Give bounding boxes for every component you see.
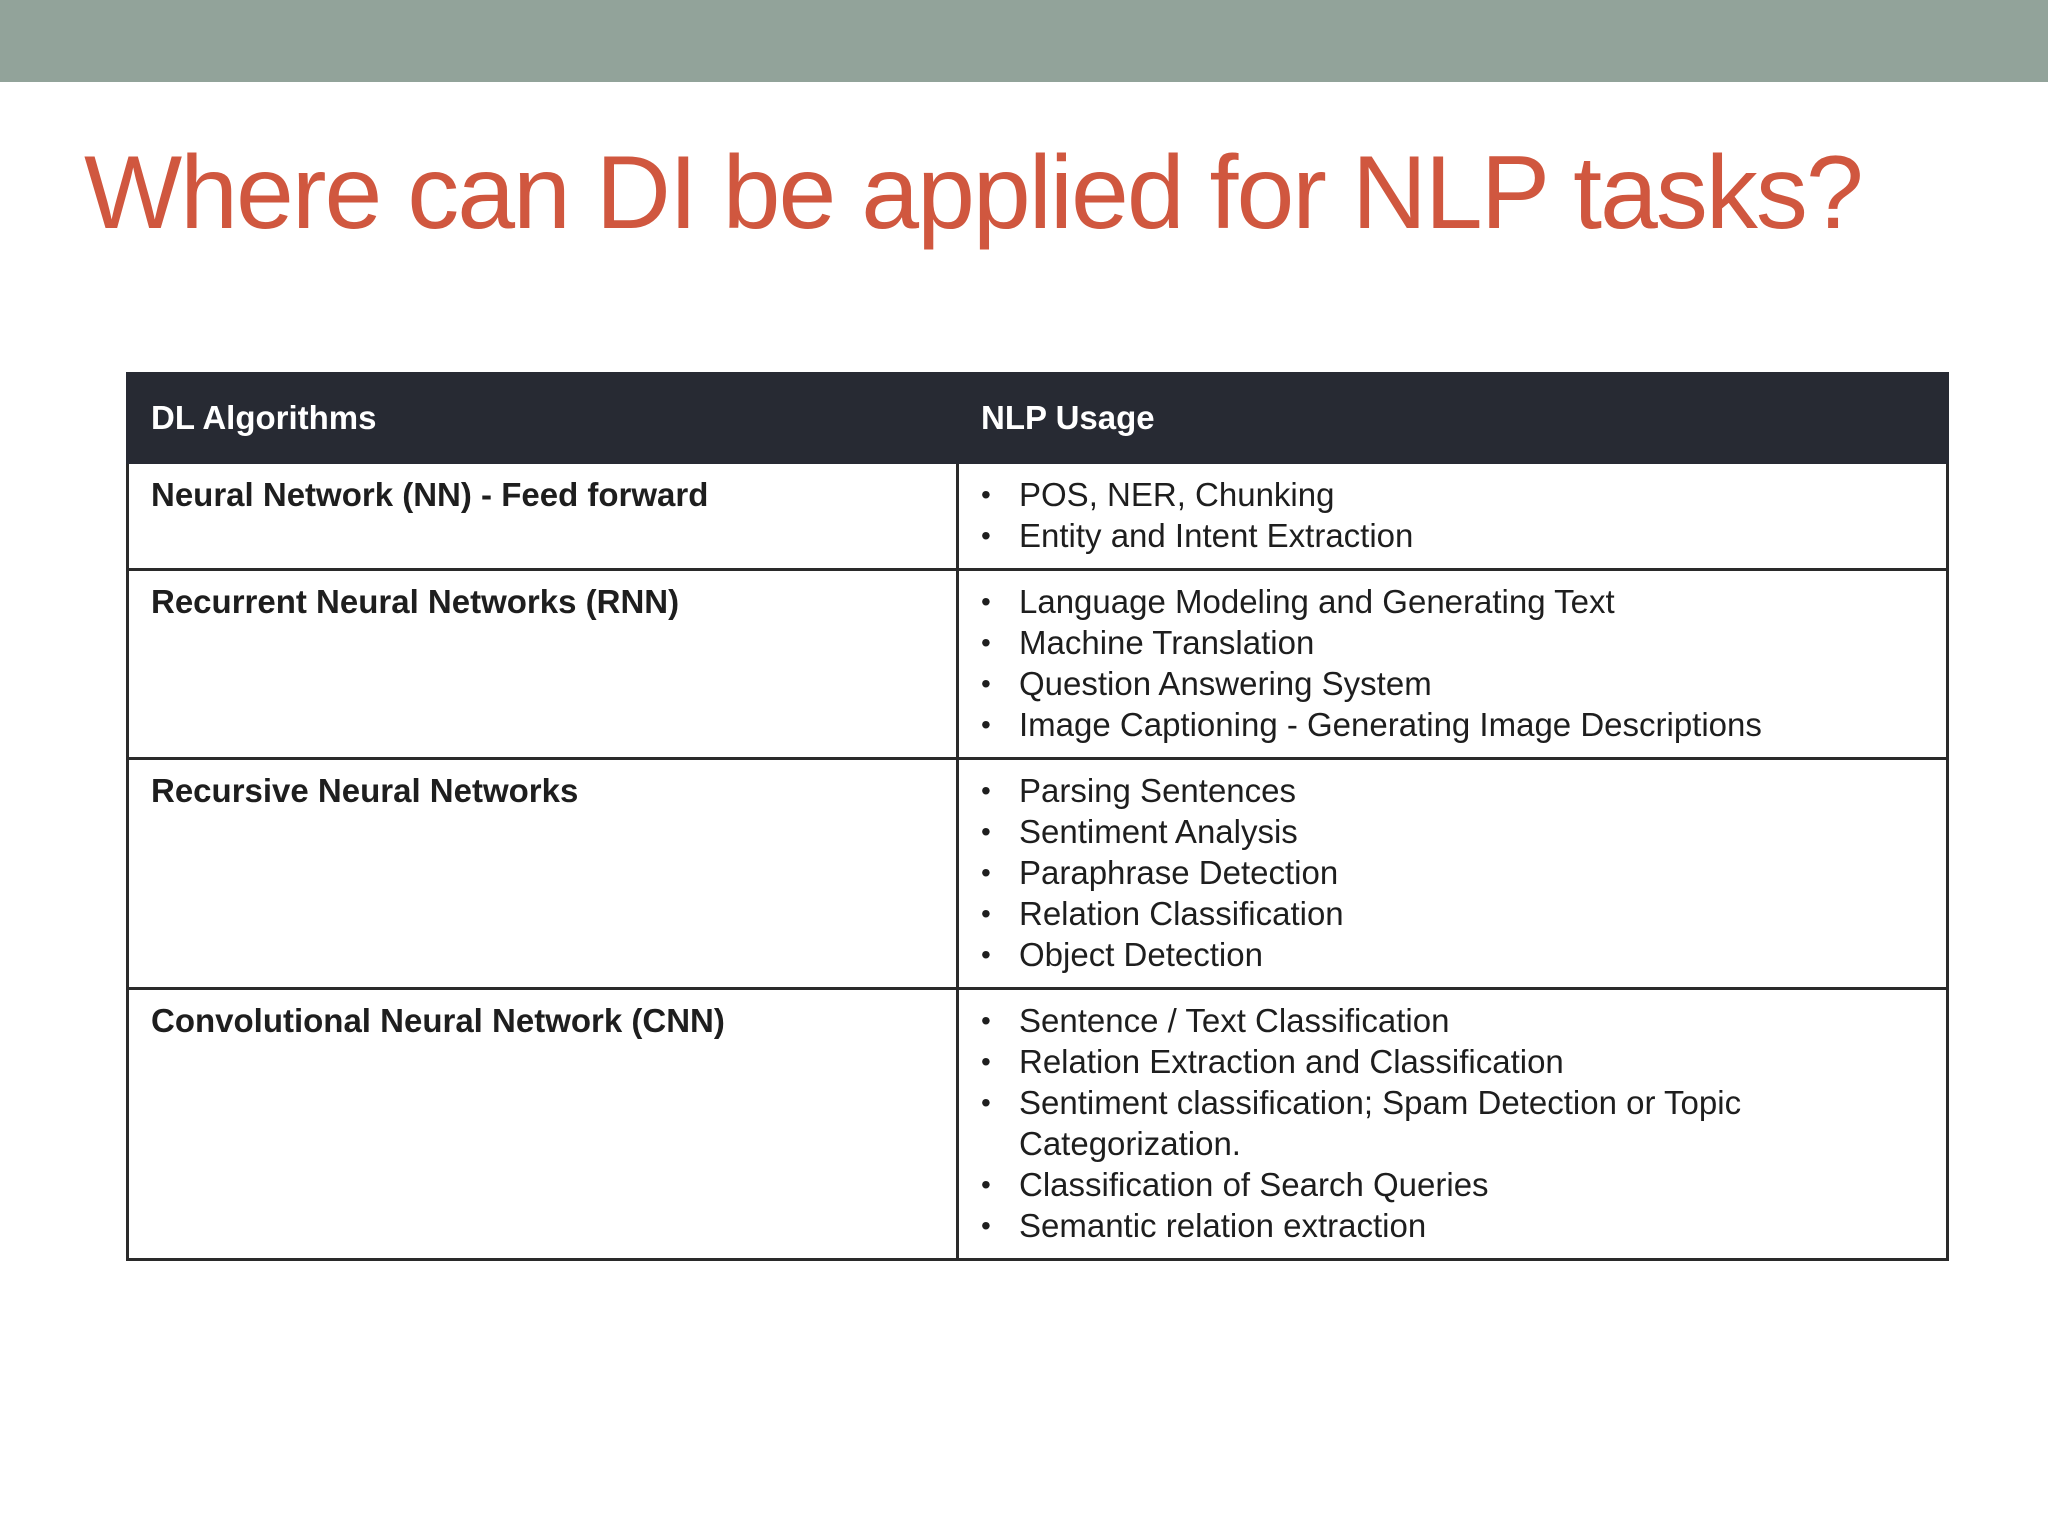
bullet-icon: • xyxy=(981,1005,991,1036)
algorithm-cell: Recurrent Neural Networks (RNN) xyxy=(128,570,958,759)
usage-text: Image Captioning - Generating Image Descriptions xyxy=(1019,706,1762,743)
usage-text: Entity and Intent Extraction xyxy=(1019,517,1414,554)
bullet-icon: • xyxy=(981,479,991,510)
table-header-row xyxy=(128,374,1948,463)
bullet-icon: • xyxy=(981,1210,991,1241)
slide-title: Where can DI be applied for NLP tasks? xyxy=(84,135,1862,251)
bullet-icon: • xyxy=(981,627,991,658)
algorithm-cell: Neural Network (NN) - Feed forward xyxy=(128,463,958,570)
usage-cell xyxy=(958,759,1948,989)
usage-cell xyxy=(958,463,1948,570)
usage-table-container xyxy=(126,372,1946,1261)
usage-text: Paraphrase Detection xyxy=(1019,854,1339,891)
usage-text: Semantic relation extraction xyxy=(1019,1207,1427,1244)
algorithm-cell: Recursive Neural Networks xyxy=(128,759,958,989)
usage-text: Machine Translation xyxy=(1019,624,1315,661)
usage-list xyxy=(981,581,1924,745)
bullet-icon: • xyxy=(981,1169,991,1200)
usage-text: Parsing Sentences xyxy=(1019,772,1297,809)
usage-cell xyxy=(958,989,1948,1260)
usage-list-item xyxy=(981,1205,1924,1246)
usage-cell xyxy=(958,570,1948,759)
bullet-icon: • xyxy=(981,586,991,617)
bullet-icon: • xyxy=(981,816,991,847)
usage-text: Relation Classification xyxy=(1019,895,1344,932)
header-dl-algorithms: DL Algorithms xyxy=(128,374,958,463)
usage-list-item xyxy=(981,515,1924,556)
usage-list xyxy=(981,1000,1924,1246)
bullet-icon: • xyxy=(981,709,991,740)
usage-list-item xyxy=(981,581,1924,622)
usage-list-item xyxy=(981,663,1924,704)
bullet-icon: • xyxy=(981,668,991,699)
usage-text: Language Modeling and Generating Text xyxy=(1019,583,1615,620)
usage-list xyxy=(981,770,1924,975)
usage-list-item xyxy=(981,474,1924,515)
table-row xyxy=(128,989,1948,1260)
usage-text: Question Answering System xyxy=(1019,665,1432,702)
usage-list-item xyxy=(981,1000,1924,1041)
usage-list-item xyxy=(981,934,1924,975)
usage-text: Relation Extraction and Classification xyxy=(1019,1043,1564,1080)
top-color-band xyxy=(0,0,2048,82)
header-nlp-usage: NLP Usage xyxy=(958,374,1948,463)
usage-list xyxy=(981,474,1924,556)
usage-list-item xyxy=(981,1082,1924,1164)
bullet-icon: • xyxy=(981,775,991,806)
bullet-icon: • xyxy=(981,1087,991,1118)
usage-list-item xyxy=(981,622,1924,663)
usage-text: Classification of Search Queries xyxy=(1019,1166,1489,1203)
usage-text: Sentiment Analysis xyxy=(1019,813,1298,850)
usage-list-item xyxy=(981,770,1924,811)
dl-nlp-usage-table xyxy=(126,372,1949,1261)
usage-list-item xyxy=(981,704,1924,745)
table-row xyxy=(128,759,1948,989)
algorithm-cell: Convolutional Neural Network (CNN) xyxy=(128,989,958,1260)
bullet-icon: • xyxy=(981,857,991,888)
bullet-icon: • xyxy=(981,939,991,970)
bullet-icon: • xyxy=(981,1046,991,1077)
usage-text: Object Detection xyxy=(1019,936,1263,973)
table-body xyxy=(128,463,1948,1260)
usage-text: Sentence / Text Classification xyxy=(1019,1002,1450,1039)
usage-text: POS, NER, Chunking xyxy=(1019,476,1335,513)
usage-list-item xyxy=(981,811,1924,852)
usage-list-item xyxy=(981,852,1924,893)
table-row xyxy=(128,463,1948,570)
usage-text: Sentiment classification; Spam Detection or Topic Categorization. xyxy=(1019,1084,1742,1162)
bullet-icon: • xyxy=(981,520,991,551)
usage-list-item xyxy=(981,1041,1924,1082)
usage-list-item xyxy=(981,1164,1924,1205)
usage-list-item xyxy=(981,893,1924,934)
table-row xyxy=(128,570,1948,759)
bullet-icon: • xyxy=(981,898,991,929)
